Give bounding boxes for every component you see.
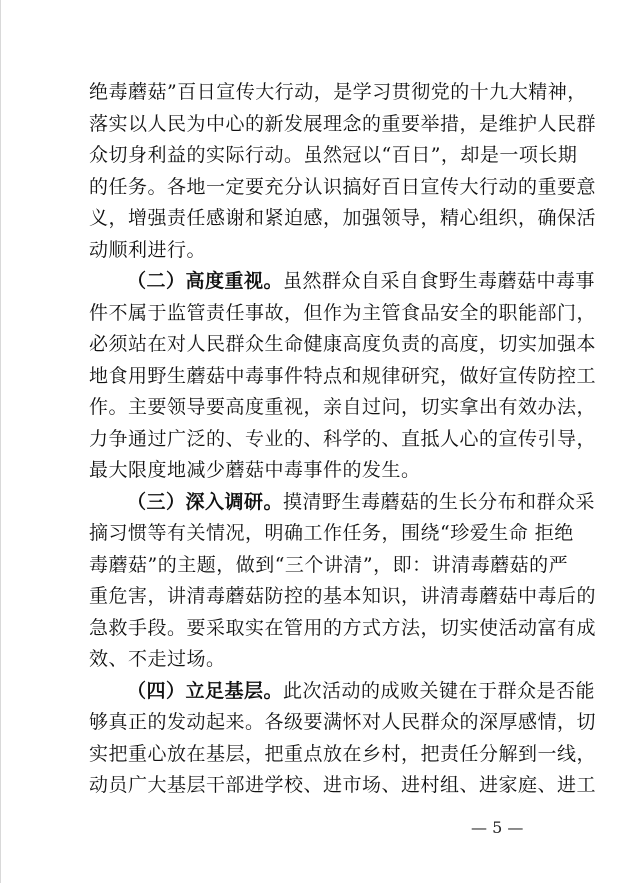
text-line [89, 266, 596, 298]
text-line: 件不属于监管责任事故，但作为主管食品安全的职能部门， [89, 301, 597, 324]
text-line: 毒蘑菇”的主题，做到“三个讲清”，即：讲清毒蘑菇的严 [89, 553, 569, 576]
text-line: 够真正的发动起来。各级要满怀对人民群众的深厚感情，切 [89, 711, 597, 733]
text-line: 的任务。各地一定要充分认识搞好百日宣传大行动的重要意 [89, 175, 597, 198]
page-number: — 5 — [471, 818, 524, 837]
paragraph-2 [89, 266, 597, 487]
text-line: 绝毒蘑菇”百日宣传大行动，是学习贯彻党的十九大精神， [89, 81, 587, 103]
text-line-rest: 摸清野生毒蘑菇的生长分布和群众采 [283, 490, 596, 513]
text-line: 地食用野生蘑菇中毒事件特点和规律研究，做好宣传防控工 [89, 364, 597, 387]
text-line: 效、不走过场。 [89, 648, 226, 670]
text-line: 义，增强责任感谢和紧迫感，加强领导，精心组织，确保活 [89, 207, 597, 229]
document-body [89, 77, 597, 802]
paragraph-1 [89, 77, 597, 266]
text-line: 急救手段。要采取实在管用的方式方法，切实使活动富有成 [89, 616, 597, 639]
text-line: 最大限度地减少蘑菇中毒事件的发生。 [89, 459, 421, 481]
text-line: 必须站在对人民群众生命健康高度负责的高度，切实加强本 [89, 333, 597, 355]
text-line [89, 487, 596, 519]
text-line-rest: 此次活动的成败关键在于群众是否能 [283, 679, 596, 702]
text-line: 重危害，讲清毒蘑菇防控的基本知识，讲清毒蘑菇中毒后的 [89, 585, 597, 607]
text-line: 落实以人民为中心的新发展理念的重要举措，是维护人民群 [89, 112, 597, 135]
text-line: 众切身利益的实际行动。虽然冠以“百日”，却是一项长期 [89, 144, 578, 166]
section-heading: （四）立足基层。 [127, 679, 284, 702]
text-line-rest: 虽然群众自采自食野生毒蘑菇中毒事 [283, 270, 596, 292]
text-line: 动员广大基层干部进学校、进市场、进村组、进家庭、进工 [89, 774, 597, 796]
text-line: 作。主要领导要高度重视，亲自过问，切实拿出有效办法， [89, 396, 597, 418]
text-line: 实把重心放在基层，把重点放在乡村，把责任分解到一线， [89, 742, 597, 765]
text-line: 力争通过广泛的、专业的、科学的、直抵人心的宣传引导， [89, 427, 597, 450]
text-line [89, 676, 596, 708]
text-line: 摘习惯等有关情况，明确工作任务，围绕“珍爱生命 拒绝 [89, 522, 574, 544]
text-line: 动顺利进行。 [89, 238, 207, 261]
section-heading: （二）高度重视。 [127, 270, 284, 292]
paragraph-3 [89, 487, 597, 676]
paragraph-4 [89, 676, 597, 802]
section-heading: （三）深入调研。 [127, 490, 284, 513]
